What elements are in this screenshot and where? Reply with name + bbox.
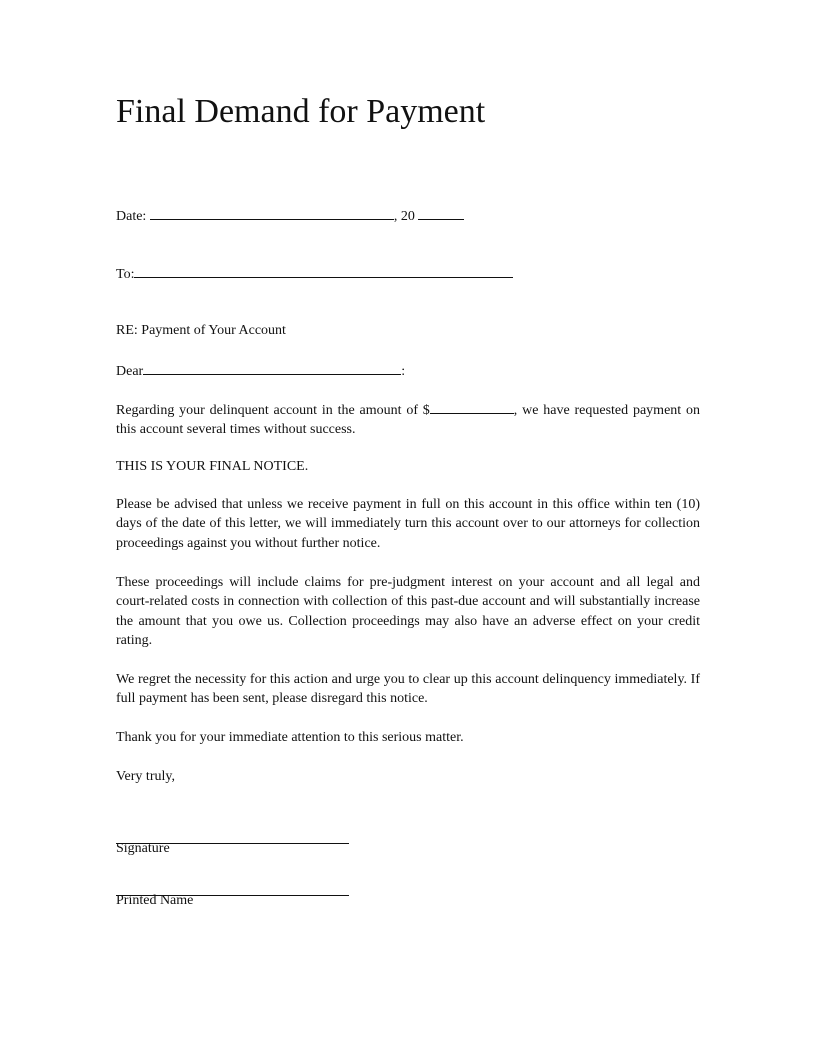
date-year-prefix: , 20 [393,209,415,224]
final-notice: THIS IS YOUR FINAL NOTICE. [116,459,309,474]
amount-blank[interactable] [430,399,514,414]
re-line: RE: Payment of Your Account [116,323,286,338]
to-label: To: [116,267,135,282]
date-line [116,205,464,226]
paragraph-thanks: Thank you for your immediate attention to this serious matter. [116,730,464,745]
paragraph-regret: We regret the necessity for this action and urge you to clear up this account delinquency immediately. If full payment has been sent, please disregard this notice. [116,672,700,707]
closing: Very truly, [116,769,175,784]
year-blank[interactable] [418,205,464,220]
signature-label: Signature [116,841,170,856]
dear-blank[interactable] [143,360,401,375]
para1-start: Regarding your delinquent account in the amount of $ [116,403,430,418]
dear-suffix: : [401,364,406,379]
dear-line [116,360,405,381]
page-title: Final Demand for Payment [116,93,486,130]
paragraph-amount [116,399,700,440]
dear-label: Dear [116,364,144,379]
para1-end: , we have requested payment on this account several times without success. [116,403,700,438]
printed-name-label: Printed Name [116,893,194,908]
paragraph-advised: Please be advised that unless we receive payment in full on this account in this office within ten (10) days of the date of this letter, we will immediately turn this account over to our attorneys for collection proceedings against you without further notice. [116,497,700,551]
to-blank[interactable] [134,263,513,278]
date-blank[interactable] [150,205,394,220]
to-line [116,263,513,284]
date-label: Date: [116,209,147,224]
paragraph-proceedings: These proceedings will include claims for pre-judgment interest on your account and all legal and court-related costs in connection with collection of this past-due account and will substantially increase the amount that you owe us. Collection proceedings may also have an adverse effect on your credit rating. [116,575,700,648]
